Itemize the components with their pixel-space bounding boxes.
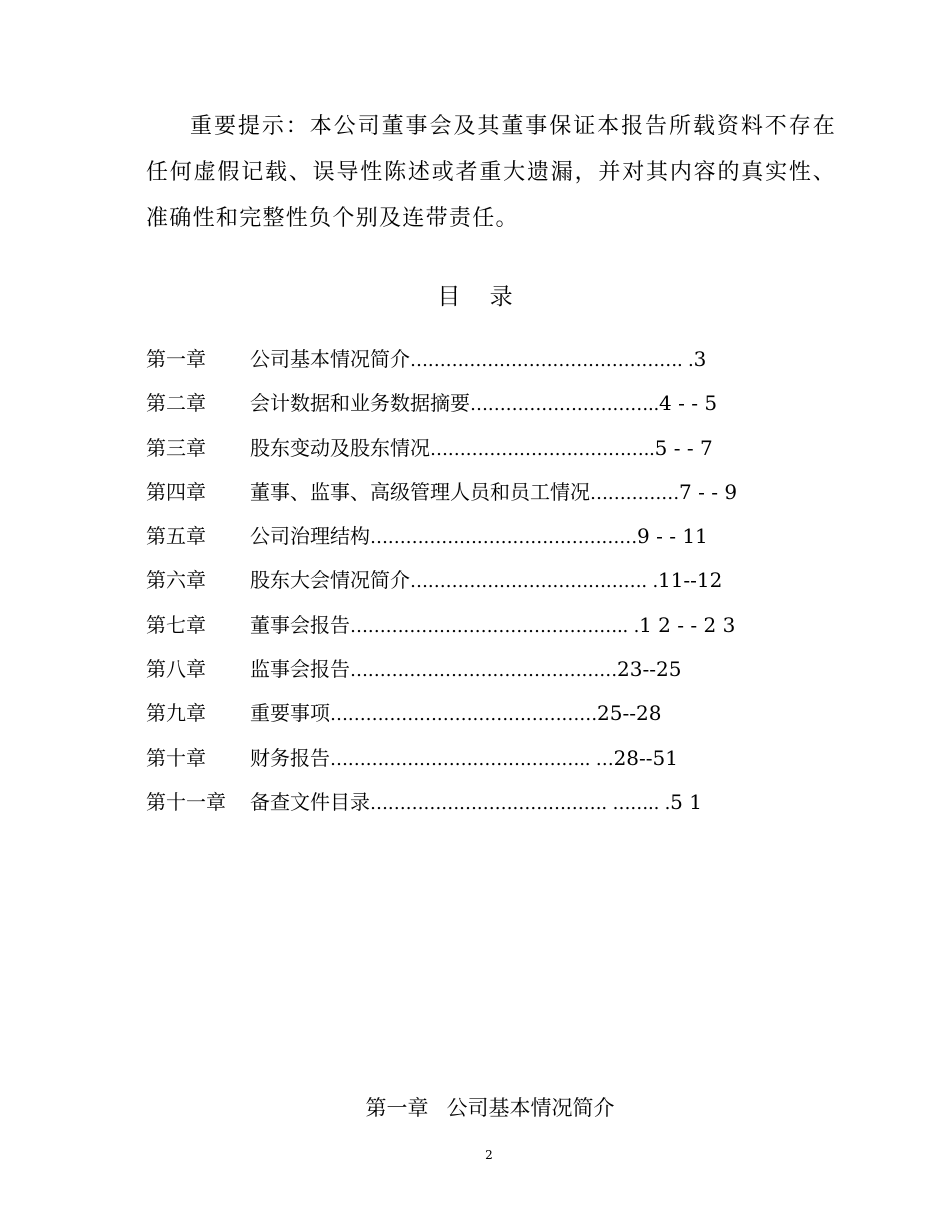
toc-entry[interactable]: [146, 739, 786, 783]
toc-chapter: 第六章: [146, 568, 206, 593]
toc-page-range: 1 2 - - 2 3: [639, 612, 736, 637]
toc-chapter: 第二章: [146, 391, 206, 416]
toc-entry[interactable]: [146, 694, 786, 738]
toc-leader: ………………………………………: [350, 660, 618, 682]
toc-entry-title: 财务报告: [250, 745, 330, 770]
toc-page-range: 3: [693, 347, 707, 371]
toc-entry-title: 董事会报告: [250, 612, 350, 637]
toc-chapter: 第三章: [146, 435, 206, 460]
toc-entry-title: 公司治理结构: [250, 524, 370, 549]
important-notice: 重要提示：本公司董事会及其董事保证本报告所载资料不存在任何虚假记载、误导性陈述或者重大遗漏，并对其内容的真实性、准确性和完整性负个别及连带责任。: [146, 114, 836, 231]
toc-chapter: 第四章: [146, 479, 206, 504]
toc-leader: ……………: [590, 482, 680, 504]
toc-entry-title: 股东变动及股东情况: [250, 435, 430, 460]
toc-page-range: 23--25: [617, 657, 682, 682]
toc-page-range: 5 1: [670, 789, 702, 814]
toc-leader: ………………………………………: [330, 704, 598, 726]
toc-chapter: 第八章: [146, 657, 206, 682]
toc-entry[interactable]: [146, 650, 786, 694]
toc-entry-title: 董事、监事、高级管理人员和员工情况: [250, 479, 590, 504]
page-number: 2: [485, 1148, 493, 1162]
toc-chapter: 第九章: [146, 701, 206, 726]
toc-leader: …………………………………. …….. .: [370, 792, 671, 814]
section-chapter: 第一章: [365, 1096, 429, 1120]
toc-entry[interactable]: [146, 429, 786, 473]
toc-entry-title: 股东大会情况简介: [250, 568, 410, 593]
toc-leader: ………………………………..: [430, 438, 655, 460]
toc-chapter: 第五章: [146, 524, 206, 549]
toc-entry[interactable]: [146, 561, 786, 605]
toc-entry-title: 会计数据和业务数据摘要: [250, 391, 470, 416]
toc-page-range: 7 - - 9: [679, 479, 738, 504]
toc-entry-title: 重要事项: [250, 701, 330, 726]
toc-chapter: 第十章: [146, 745, 206, 770]
toc-leader: ……………………………………….. .: [350, 615, 640, 637]
toc-leader: …………………………………. .: [410, 571, 658, 593]
toc-leader: ………………………………………: [370, 527, 638, 549]
toc-page-range: 11--12: [657, 568, 723, 593]
toc-entry-title: 公司基本情况简介: [250, 347, 410, 371]
toc-leader: …………………………..: [470, 394, 660, 416]
toc-chapter: 第十一章: [146, 789, 226, 814]
toc-chapter: 第一章: [146, 347, 206, 371]
toc-leader: …………………………………….. …: [330, 748, 614, 770]
toc-entry[interactable]: [146, 384, 786, 428]
toc-page-range: 25--28: [597, 701, 662, 726]
toc-chapter: 第七章: [146, 612, 206, 637]
toc-entry[interactable]: [146, 606, 786, 650]
toc-entry[interactable]: [146, 340, 786, 384]
toc-page-range: 28--51: [613, 745, 678, 770]
toc-entry-title: 监事会报告: [250, 657, 350, 682]
section-title: 公司基本情况简介: [446, 1096, 615, 1120]
section-heading: [0, 1092, 950, 1122]
toc-title: 目 录: [437, 284, 513, 310]
table-of-contents: [146, 340, 786, 827]
toc-page-range: 4 - - 5: [659, 391, 718, 416]
toc-entry[interactable]: [146, 783, 786, 827]
toc-leader: ………………………………………. .: [410, 350, 694, 371]
toc-entry[interactable]: [146, 473, 786, 517]
toc-entry-title: 备查文件目录: [250, 789, 370, 814]
toc-page-range: 5 - - 7: [654, 435, 713, 460]
toc-entry[interactable]: [146, 517, 786, 561]
toc-page-range: 9 - - 11: [637, 524, 708, 549]
